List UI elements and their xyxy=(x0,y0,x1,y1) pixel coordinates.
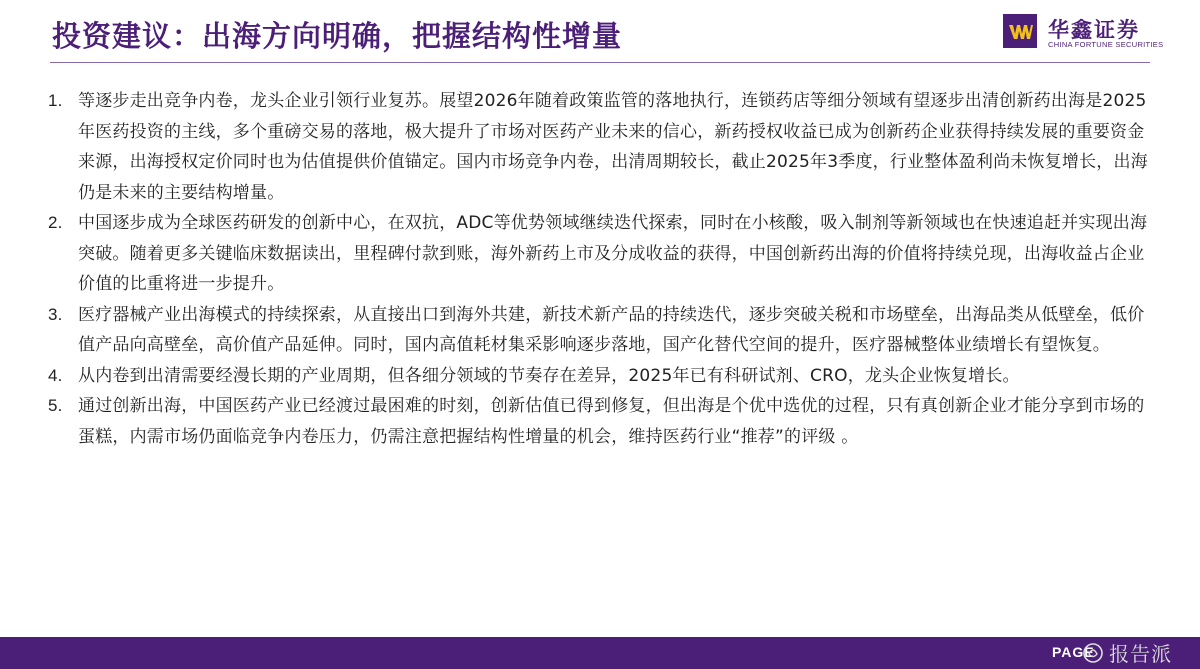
header-divider xyxy=(50,62,1150,63)
list-item-number: 3. xyxy=(48,304,63,324)
list-item-number: 1. xyxy=(48,91,63,110)
list-item-text: 中国逐步成为全球医药研发的创新中心，在双抗，ADC等优势领域继续迭代探索，同时在小核酸，吸入制剂等新领域也在快速追赶并实现出海突破。随着更多关键临床数据读出，里程碑付款到账，海外新药上市及分成收益的获得，中国创新药出海的价值将持续兑现，出海收益占企业价值的比重将进一步提升。 xyxy=(78,213,1148,294)
list-item xyxy=(48,300,1158,361)
page-label: PAGE xyxy=(1052,644,1095,660)
watermark xyxy=(1082,638,1172,666)
list-item xyxy=(48,361,1158,392)
brand-block xyxy=(1003,14,1173,54)
brand-name: 华鑫证券 xyxy=(1048,18,1140,42)
watermark-text: 报告派 xyxy=(1109,642,1173,666)
watermark-logo-icon xyxy=(1082,642,1104,664)
list-item xyxy=(48,391,1158,452)
list-item-number: 4. xyxy=(48,365,63,385)
list-item-number: 5. xyxy=(48,396,63,415)
footer-bar xyxy=(0,637,1200,669)
list-item-number: 2. xyxy=(48,213,63,232)
page-title: 投资建议：出海方向明确，把握结构性增量 xyxy=(52,19,623,53)
list-item-text: 医疗器械产业出海模式的持续探索，从直接出口到海外共建，新技术新产品的持续迭代，逐步突破关税和市场壁垒，出海品类从低壁垒，低价值产品向高壁垒，高价值产品延伸。同时，国内高值耗材集采影响逐步落地，国产化替代空间的提升，医疗器械整体业绩增长有望恢复。 xyxy=(78,304,1145,355)
company-logo-icon xyxy=(1003,14,1037,48)
brand-english-name: CHINA FORTUNE SECURITIES xyxy=(1048,40,1164,49)
list-item-text: 等逐步走出竞争内卷，龙头企业引领行业复苏。展望2026年随着政策监管的落地执行，连锁药店等细分领域有望逐步出清创新药出海是2025年医药投资的主线，多个重磅交易的落地，极大提升了市场对医药产业未来的信心，新药授权收益已成为创新药企业获得持续发展的重要资金来源，出海授权定价同时也为估值提供价值锚定。国内市场竞争内卷，出清周期较长，截止2025年3季度，行业整体盈利尚未恢复增长，出海仍是未来的主要结构增量。 xyxy=(78,91,1148,203)
recommendation-list xyxy=(48,86,1158,452)
list-item-text: 通过创新出海，中国医药产业已经渡过最困难的时刻，创新估值已得到修复，但出海是个优中选优的过程，只有真创新企业才能分享到市场的蛋糕，内需市场仍面临竞争内卷压力，仍需注意把握结构性增量的机会，维持医药行业“推荐”的评级 。 xyxy=(78,396,1145,447)
list-item xyxy=(48,208,1158,300)
list-item xyxy=(48,86,1158,208)
list-item-text: 从内卷到出清需要经漫长期的产业周期，但各细分领域的节奏存在差异，2025年已有科研试剂、CRO，龙头企业恢复增长。 xyxy=(78,365,1020,386)
